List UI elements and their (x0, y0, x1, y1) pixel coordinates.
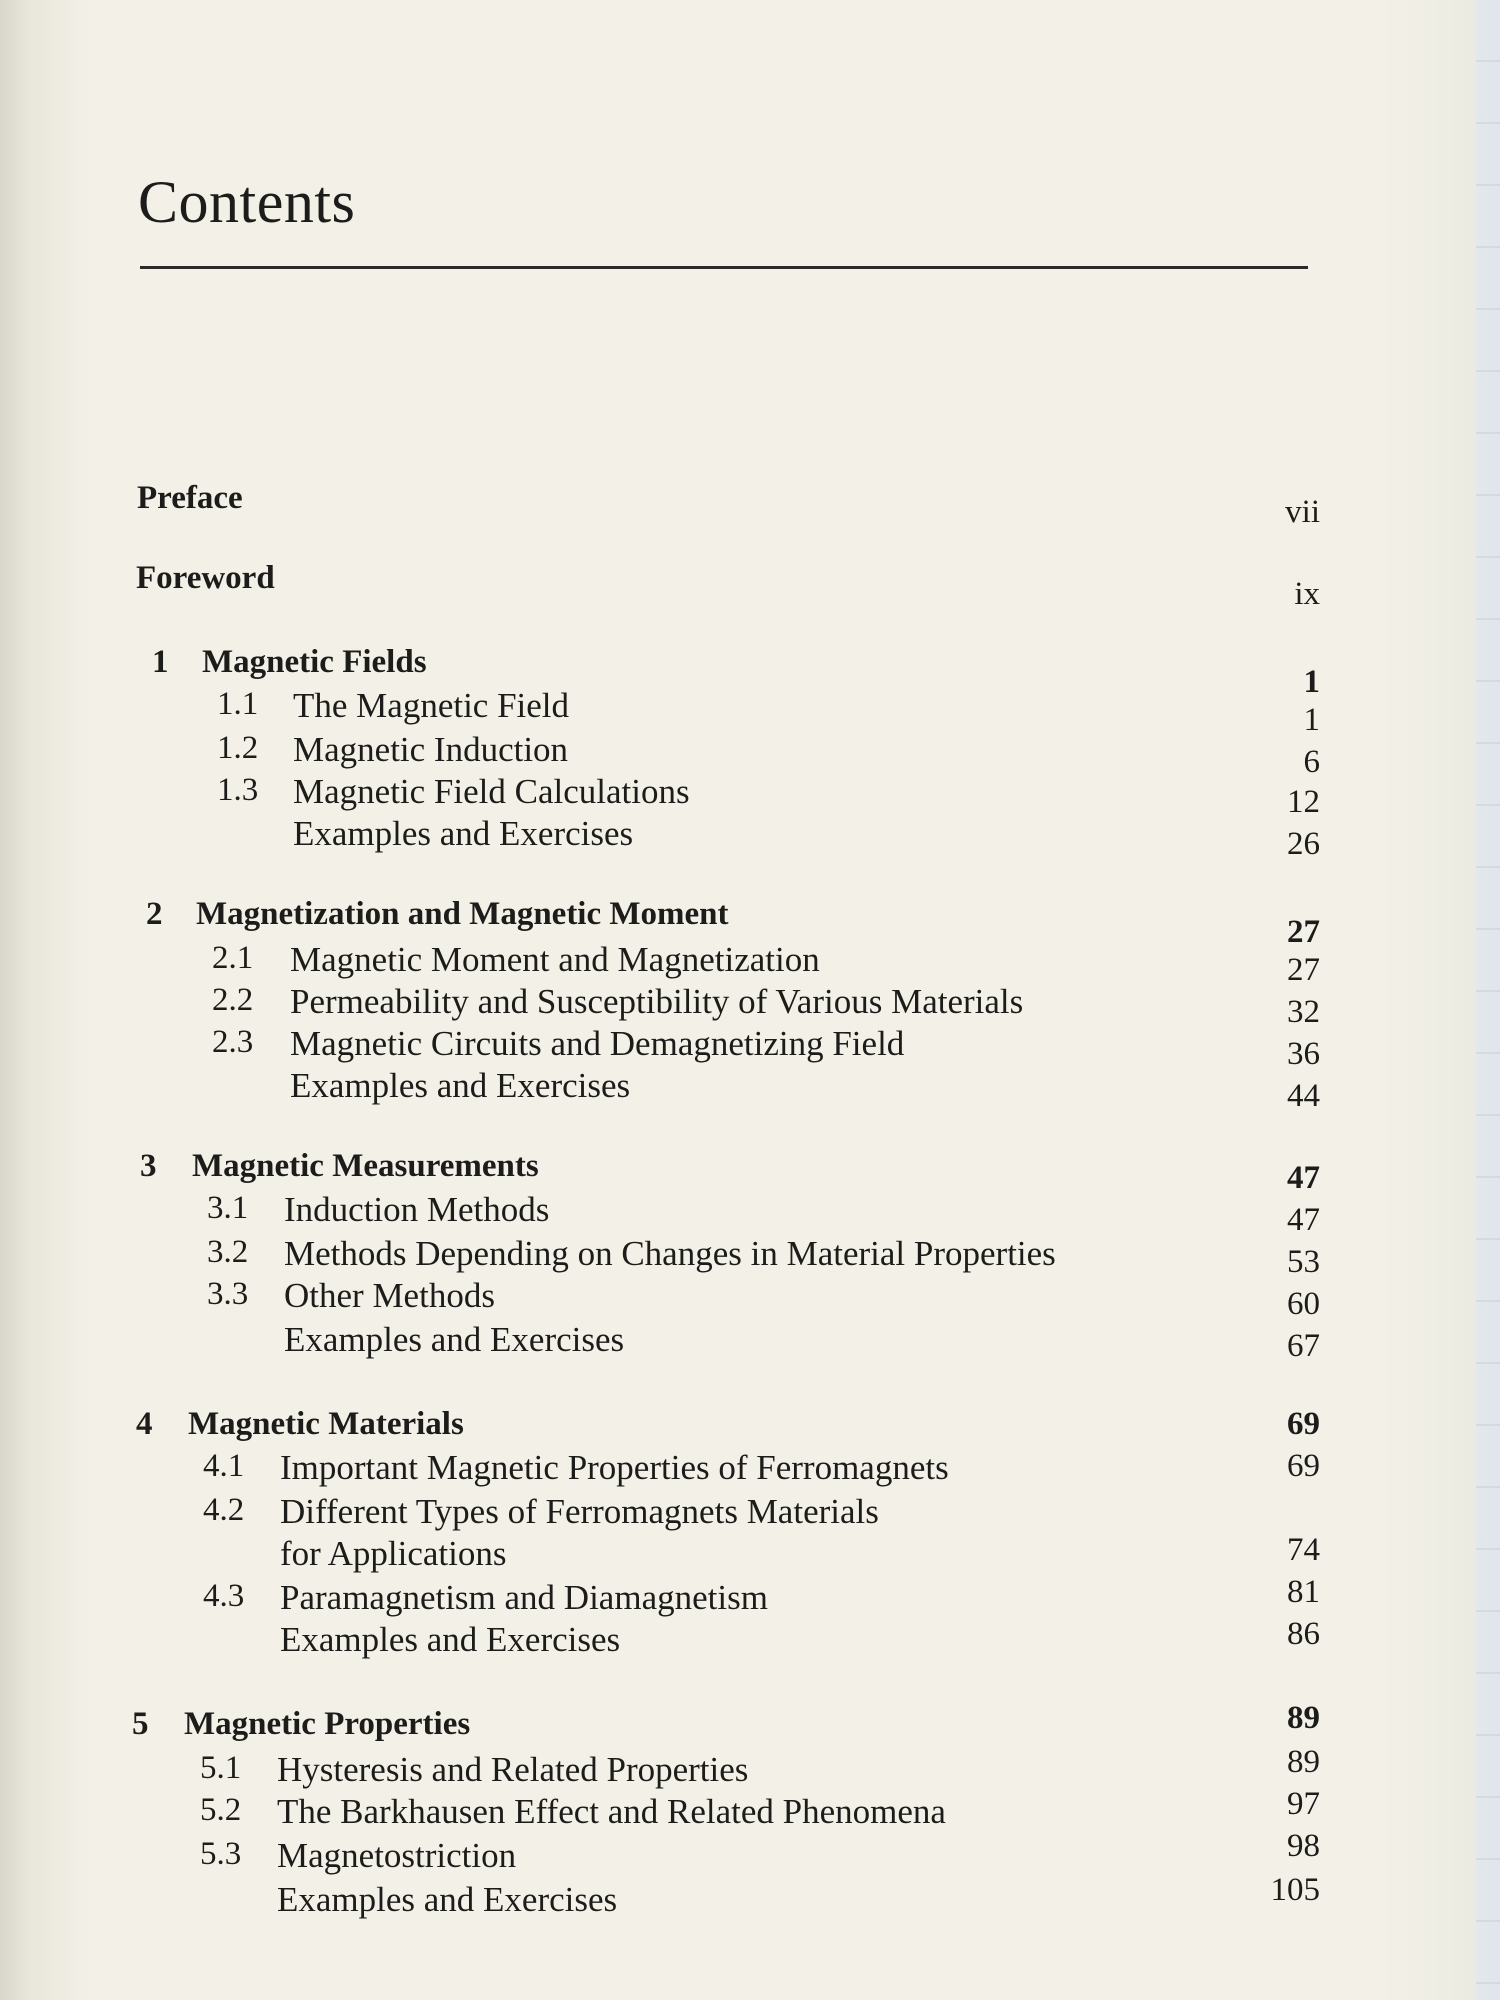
section-title: The Magnetic Field (293, 686, 570, 725)
toc-section (0, 1534, 1500, 1578)
chapter-title: Magnetization and Magnetic Moment (196, 896, 729, 932)
section-number: 1.3 (217, 772, 259, 808)
section-page: 1 (1303, 702, 1320, 738)
section-title: Permeability and Susceptibility of Various Materials (290, 982, 1024, 1021)
section-page: 6 (1303, 744, 1320, 780)
section-number: 2.1 (212, 940, 254, 976)
section-page: 81 (1287, 1574, 1320, 1610)
toc-section (0, 730, 1500, 780)
chapter-page: 1 (1303, 664, 1320, 700)
chapter-number: 1 (152, 644, 169, 680)
section-page: 53 (1287, 1244, 1320, 1280)
section-page: 27 (1287, 952, 1320, 988)
section-title: Examples and Exercises (280, 1620, 621, 1659)
section-page: 86 (1287, 1616, 1320, 1652)
toc-chapter-1 (0, 644, 1500, 700)
section-page: 97 (1287, 1786, 1320, 1822)
chapter-number: 2 (146, 896, 163, 932)
section-number: 5.2 (200, 1792, 242, 1828)
title-rule (140, 266, 1308, 269)
chapter-page: 27 (1287, 914, 1320, 950)
toc-section (0, 1492, 1500, 1536)
toc-chapter-2 (0, 896, 1500, 950)
section-number: 2.2 (212, 982, 254, 1018)
section-page: 98 (1287, 1828, 1320, 1864)
toc-section (0, 1448, 1500, 1492)
toc-chapter-4 (0, 1406, 1500, 1450)
section-title: Magnetostriction (277, 1836, 517, 1875)
section-page: 89 (1287, 1744, 1320, 1780)
section-title: Examples and Exercises (277, 1880, 618, 1919)
chapter-title: Magnetic Fields (202, 644, 427, 680)
chapter-page: 47 (1287, 1160, 1320, 1196)
section-number: 3.1 (207, 1190, 249, 1226)
section-title: Hysteresis and Related Properties (277, 1750, 749, 1789)
chapter-number: 5 (132, 1706, 149, 1742)
section-number: 1.1 (217, 686, 259, 722)
chapter-page: 69 (1287, 1406, 1320, 1442)
section-title: Examples and Exercises (284, 1320, 625, 1359)
chapter-title: Magnetic Materials (188, 1406, 464, 1442)
toc-section (0, 940, 1500, 988)
toc-section (0, 1872, 1500, 1924)
section-title: for Applications (280, 1534, 507, 1573)
page-title: Contents (138, 169, 356, 235)
front-label: Preface (137, 480, 243, 516)
section-title: Examples and Exercises (290, 1066, 631, 1105)
toc-section (0, 1616, 1500, 1664)
section-title: Other Methods (284, 1276, 495, 1315)
section-number: 3.3 (207, 1276, 249, 1312)
toc-section (0, 982, 1500, 1030)
front-label: Foreword (136, 560, 275, 596)
section-number: 1.2 (217, 730, 259, 766)
front-page: ix (1294, 576, 1320, 612)
toc-chapter-3 (0, 1148, 1500, 1196)
section-title: Magnetic Induction (293, 730, 569, 769)
chapter-page: 89 (1287, 1700, 1320, 1736)
chapter-title: Magnetic Measurements (192, 1148, 539, 1184)
chapter-number: 3 (140, 1148, 157, 1184)
section-page: 44 (1287, 1078, 1320, 1114)
toc-section (0, 1066, 1500, 1114)
section-number: 5.1 (200, 1750, 242, 1786)
section-title: The Barkhausen Effect and Related Phenomena (277, 1792, 946, 1831)
toc-section (0, 1190, 1500, 1238)
section-page: 105 (1270, 1872, 1320, 1908)
toc-section (0, 772, 1500, 820)
section-number: 2.3 (212, 1024, 254, 1060)
section-page: 26 (1287, 826, 1320, 862)
section-page: 60 (1287, 1286, 1320, 1322)
section-title: Magnetic Circuits and Demagnetizing Field (290, 1024, 905, 1063)
section-page: 69 (1287, 1448, 1320, 1484)
section-page: 74 (1287, 1532, 1320, 1568)
toc-section (0, 1320, 1500, 1364)
toc-section (0, 814, 1500, 862)
section-number: 4.1 (203, 1448, 245, 1484)
toc-front-foreword (0, 560, 1500, 612)
section-number: 3.2 (207, 1234, 249, 1270)
section-title: Magnetic Field Calculations (293, 772, 690, 811)
section-title: Different Types of Ferromagnets Materials (280, 1492, 879, 1531)
section-title: Induction Methods (284, 1190, 550, 1229)
toc-front-preface (0, 480, 1500, 530)
toc-section (0, 1276, 1500, 1320)
section-title: Paramagnetism and Diamagnetism (280, 1578, 768, 1617)
section-title: Methods Depending on Changes in Material Properties (284, 1234, 1056, 1273)
front-page: vii (1285, 494, 1320, 530)
section-page: 12 (1287, 784, 1320, 820)
toc-section (0, 686, 1500, 738)
section-page: 47 (1287, 1202, 1320, 1238)
section-title: Magnetic Moment and Magnetization (290, 940, 820, 979)
section-page: 36 (1287, 1036, 1320, 1072)
section-number: 4.2 (203, 1492, 245, 1528)
section-title: Examples and Exercises (293, 814, 634, 853)
section-page: 67 (1287, 1328, 1320, 1364)
section-page: 32 (1287, 994, 1320, 1030)
section-number: 5.3 (200, 1836, 242, 1872)
chapter-title: Magnetic Properties (184, 1706, 471, 1742)
section-number: 4.3 (203, 1578, 245, 1614)
toc-section (0, 1024, 1500, 1072)
section-title: Important Magnetic Properties of Ferromagnets (280, 1448, 949, 1487)
chapter-number: 4 (136, 1406, 153, 1442)
toc-section (0, 1234, 1500, 1278)
